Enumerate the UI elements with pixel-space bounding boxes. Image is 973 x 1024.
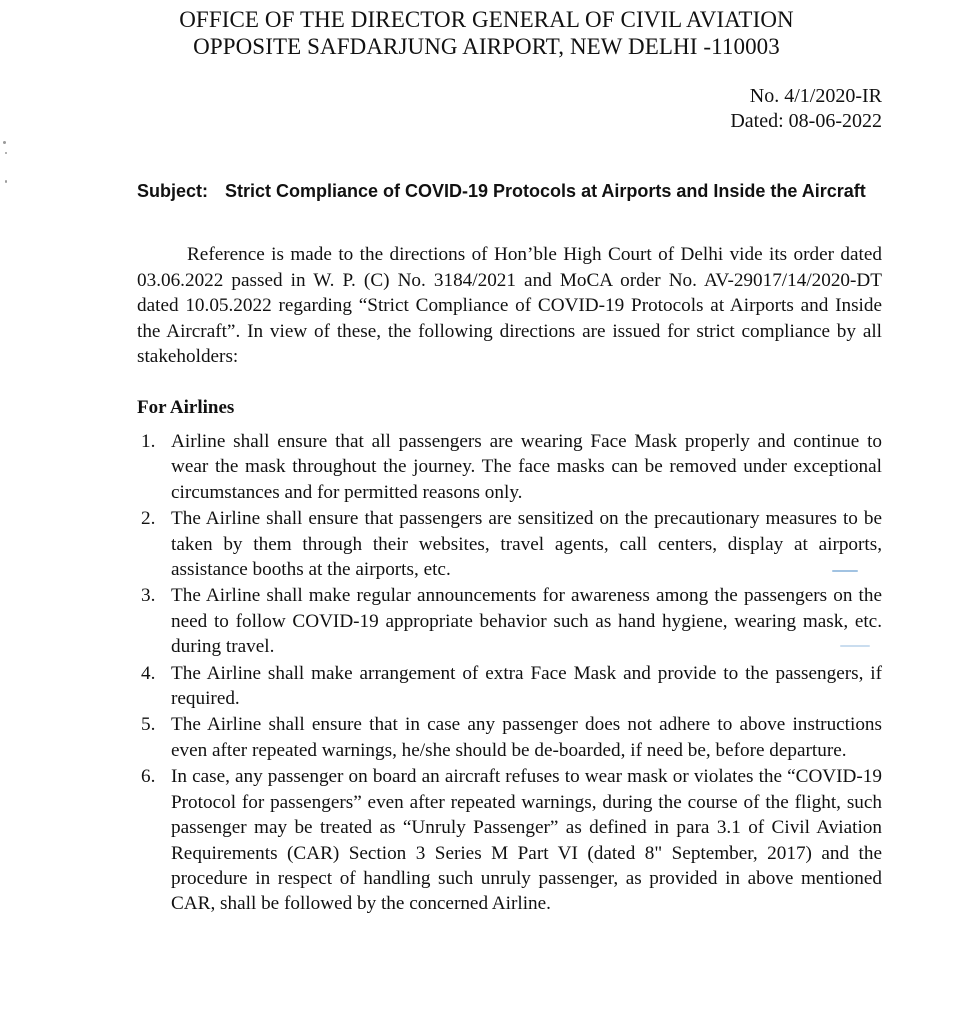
letterhead-office: OFFICE OF THE DIRECTOR GENERAL OF CIVIL AVIATION: [179, 7, 794, 32]
list-item: [137, 506, 882, 582]
scan-speck: [3, 141, 6, 144]
item-number: 4.: [141, 662, 156, 684]
item-number: 2.: [141, 508, 156, 530]
section-heading: For Airlines: [137, 397, 235, 418]
item-text: The Airline shall make arrangement of extra Face Mask and provide to the passengers, if required.: [171, 662, 882, 710]
item-number: 6.: [141, 766, 156, 788]
scan-mark: [832, 570, 858, 572]
scan-mark: [840, 645, 870, 647]
subject-label: Subject:: [137, 181, 209, 201]
reference-block: [730, 84, 882, 134]
item-number: 3.: [141, 585, 156, 607]
item-number: 5.: [141, 714, 156, 736]
intro-paragraph: Reference is made to the directions of Hon’ble High Court of Delhi vide its order dated 03.06.2022 passed in W. P. (C) No. 3184/2021 and MoCA order No. AV-29017/14/2020-DT dated 10.05.2022 regarding “Strict Compliance of COVID-19 Protocols at Airports and Inside the Aircraft”. In view of these, the following directions are issued for strict compliance by all stakeholders:: [137, 244, 882, 368]
list-item: [137, 583, 882, 659]
list-item: [137, 764, 882, 916]
subject-line: [137, 179, 882, 204]
reference-number: No. 4/1/2020-IR: [749, 85, 882, 107]
list-item: [137, 429, 882, 505]
list-item: [137, 661, 882, 712]
letterhead-address: OPPOSITE SAFDARJUNG AIRPORT, NEW DELHI -110003: [193, 34, 780, 59]
item-text: In case, any passenger on board an aircraft refuses to wear mask or violates the “COVID-19 Protocol for passengers” even after repeated warnings, during the course of the flight, such passenger may be treated as “Unruly Passenger” as defined in para 3.1 of Civil Aviation Requirements (CAR) Section 3 Series M Part VI (dated 8" September, 2017) and the procedure in respect of handling such unruly passenger, as provided in above mentioned CAR, shall be followed by the concerned Airline.: [171, 766, 882, 915]
subject-text: Strict Compliance of COVID-19 Protocols at Airports and Inside the Aircraft: [225, 181, 866, 201]
directions-list: [137, 429, 882, 918]
scan-speck: [5, 180, 7, 183]
list-item: [137, 712, 882, 763]
item-text: The Airline shall ensure that in case any passenger does not adhere to above instructions even after repeated warnings, he/she should be de-boarded, if need be, before departure.: [171, 714, 882, 761]
item-text: The Airline shall ensure that passengers are sensitized on the precautionary measures to be taken by them through their websites, travel agents, call centers, display at airports, assistance booths at the airports, etc.: [171, 508, 882, 581]
scan-speck: [5, 152, 7, 154]
item-text: The Airline shall make regular announcements for awareness among the passengers on the need to follow COVID-19 appropriate behavior such as hand hygiene, wearing mask, etc. during travel.: [171, 585, 882, 658]
item-number: 1.: [141, 431, 156, 452]
letterhead: [0, 6, 973, 60]
item-text: Airline shall ensure that all passengers are wearing Face Mask properly and continue to wear the mask throughout the journey. The face masks can be removed under exceptional circumstances and for permitted reasons only.: [171, 431, 882, 503]
reference-date: Dated: 08-06-2022: [730, 110, 882, 132]
